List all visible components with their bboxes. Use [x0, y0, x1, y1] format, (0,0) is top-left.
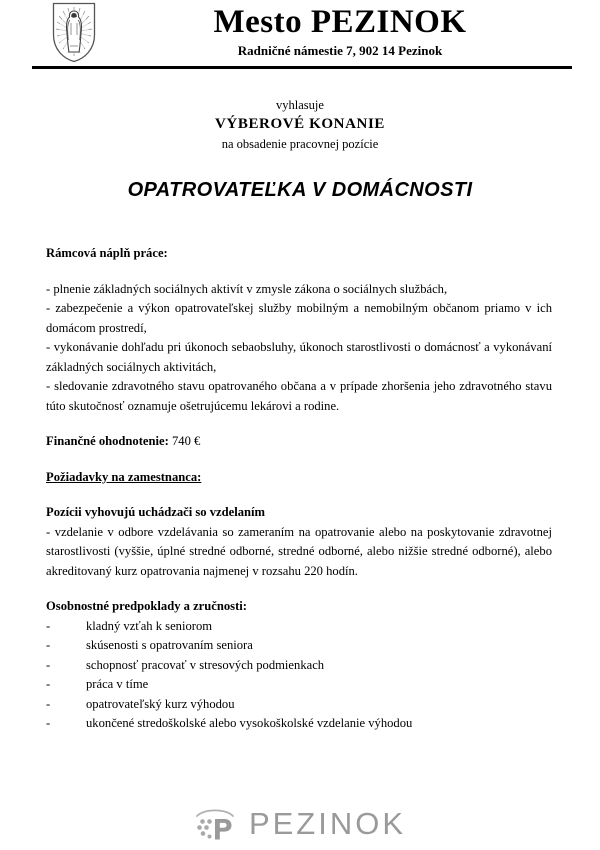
list-item-label: práca v tíme	[86, 677, 149, 691]
announce-line-vyhlasuje: vyhlasuje	[276, 98, 324, 112]
list-bullet: -	[46, 618, 51, 633]
announce-line-subtitle: na obsadenie pracovnej pozície	[221, 137, 379, 151]
list-bullet: -	[46, 716, 51, 730]
skills-list	[46, 617, 552, 734]
spacer	[46, 452, 552, 468]
organization-title: Mesto PEZINOK	[213, 4, 467, 40]
list-item-label: ukončené stredoškolské alebo vysokoškolské vzdelanie výhodou	[86, 716, 413, 730]
list-item	[46, 656, 552, 676]
list-bullet: -	[46, 677, 51, 691]
list-item-label: kladný vzťah k seniorom	[86, 618, 213, 633]
spacer	[46, 264, 552, 280]
city-coat-of-arms-icon	[52, 2, 96, 63]
list-bullet: -	[46, 657, 51, 672]
announce-line-vyberove-konanie: VÝBEROVÉ KONANIE	[214, 116, 386, 132]
list-bullet: -	[46, 696, 51, 711]
education-text: - vzdelanie v odbore vzdelávania so zameraním na opatrovanie alebo na poskytovanie zdravotnej starostlivosti (vyššie, úplné stredné odborné, stredné odborné, alebo nižšie stredné odborné), alebo akreditovaný kurz opatrovania najmenej v rozsahu 220 hodín.	[46, 524, 552, 578]
salary-value: 740 €	[171, 434, 201, 448]
spacer	[46, 202, 552, 244]
organization-address: Radničné námestie 7, 902 14 Pezinok	[237, 43, 443, 58]
list-item-label: schopnosť pracovať v stresových podmienkach	[86, 657, 325, 672]
duty-item: - plnenie základných sociálnych aktivít v zmysle zákona o sociálnych službách,	[46, 281, 448, 296]
list-item	[46, 695, 552, 715]
duty-item: - vykonávanie dohľadu pri úkonoch sebaobsluhy, úkonoch starostlivosti o domácnosť a vykonávaní základných sociálnych aktivitách,	[46, 340, 552, 374]
announcement-block	[0, 96, 600, 153]
list-bullet: -	[46, 638, 51, 652]
list-item-label: opatrovateľský kurz výhodou	[86, 696, 235, 711]
duty-item: - zabezpečenie a výkon opatrovateľskej služby mobilným a nemobilným občanom priamo v ich domácom prostredí,	[46, 301, 552, 335]
pezinok-watermark	[0, 806, 600, 842]
position-title: OPATROVATEĽKA V DOMÁCNOSTI	[127, 179, 473, 201]
salary-line	[46, 432, 552, 452]
spacer	[46, 581, 552, 597]
spacer	[46, 416, 552, 432]
list-item	[46, 714, 552, 734]
list-item	[46, 636, 552, 656]
document-body	[46, 202, 552, 734]
salary-label: Finančné ohodnotenie:	[46, 434, 169, 448]
header-title-block	[100, 0, 580, 59]
header-divider	[32, 66, 572, 69]
list-item	[46, 617, 552, 637]
duty-item: - sledovanie zdravotného stavu opatrovaného občana a v prípade zhoršenia jeho zdravotného stavu túto skutočnosť oznamuje ošetrujúcemu lekárovi a rodine.	[46, 379, 552, 413]
duties-heading: Rámcová náplň práce:	[46, 246, 168, 260]
watermark-text: PEZINOK	[248, 806, 407, 841]
list-item	[46, 675, 552, 695]
spacer	[46, 487, 552, 503]
education-heading: Pozícii vyhovujú uchádzači so vzdelaním	[46, 505, 265, 519]
skills-heading: Osobnostné predpoklady a zručnosti:	[46, 599, 247, 613]
requirements-heading: Požiadavky na zamestnanca:	[46, 469, 202, 484]
list-item-label: skúsenosti s opatrovaním seniora	[86, 638, 253, 652]
document-header	[0, 0, 600, 68]
pezinok-grape-p-logo-icon	[194, 806, 236, 842]
